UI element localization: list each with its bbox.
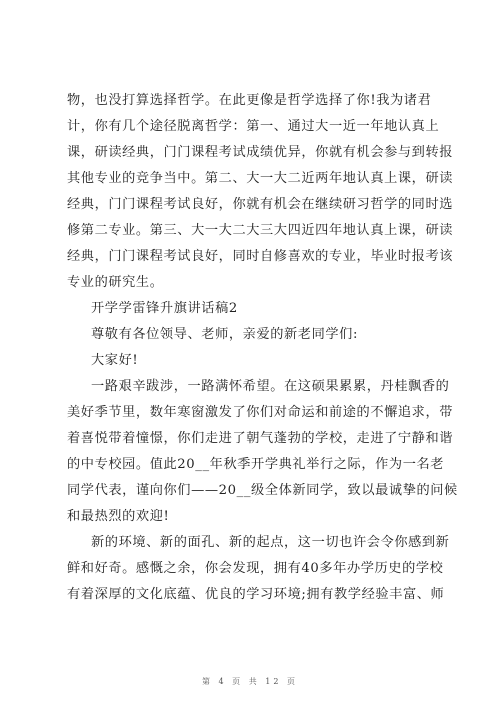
text-line: 美好季节里，数年寒窗激发了你们对命运和前途的不懈追求，带 bbox=[67, 405, 454, 420]
text-line: 的中专校园。值此20__年秋季开学典礼举行之际，作为一名老 bbox=[67, 457, 445, 472]
text-line: 一路艰辛跋涉，一路满怀希望。在这硕果累累，丹桂飘香的 bbox=[91, 379, 450, 394]
text-line: 经典，门门课程考试良好，同时自修喜欢的专业，毕业时报考该 bbox=[67, 249, 454, 264]
document-body bbox=[67, 88, 458, 608]
text-line: 专业的研究生。 bbox=[67, 275, 164, 290]
greeting-line: 大家好! bbox=[91, 353, 139, 368]
text-line: 修第二专业。第三、大一大二大三大四近四年地认真上课，研读 bbox=[67, 223, 454, 238]
text-line: 经典，门门课程考试良好，你就有机会在继续研习哲学的同时选 bbox=[67, 197, 454, 212]
text-line: 新的环境、新的面孔、新的起点，这一切也许会令你感到新 bbox=[91, 535, 450, 550]
text-line: 着喜悦带着憧憬，你们走进了朝气蓬勃的学校，走进了宁静和谐 bbox=[67, 431, 454, 446]
text-line: 同学代表，谨向你们——20__级全体新同学，致以最诚挚的问候 bbox=[67, 483, 458, 498]
salutation-line: 尊敬有各位领导、老师，亲爱的新老同学们: bbox=[91, 327, 359, 342]
page-number: 第 4 页 共 12 页 bbox=[202, 677, 298, 686]
text-line: 课，研读经典，门门课程考试成绩优异，你就有机会参与到转报 bbox=[67, 145, 454, 160]
text-line: 有着深厚的文化底蕴、优良的学习环境;拥有教学经验丰富、师 bbox=[67, 587, 445, 602]
text-line: 鲜和好奇。感慨之余，你会发现，拥有40多年办学历史的学校 bbox=[67, 561, 444, 576]
text-line: 其他专业的竞争当中。第二、大一大二近两年地认真上课，研读 bbox=[67, 171, 454, 186]
text-line: 物，也没打算选择哲学。在此更像是哲学选择了你!我为诸君 bbox=[67, 93, 432, 108]
section-heading: 开学学雷锋升旗讲话稿2 bbox=[91, 301, 238, 316]
text-line: 和最热烈的欢迎! bbox=[67, 509, 170, 524]
text-line: 计，你有几个途径脱离哲学：第一、通过大一近一年地认真上 bbox=[67, 119, 440, 134]
